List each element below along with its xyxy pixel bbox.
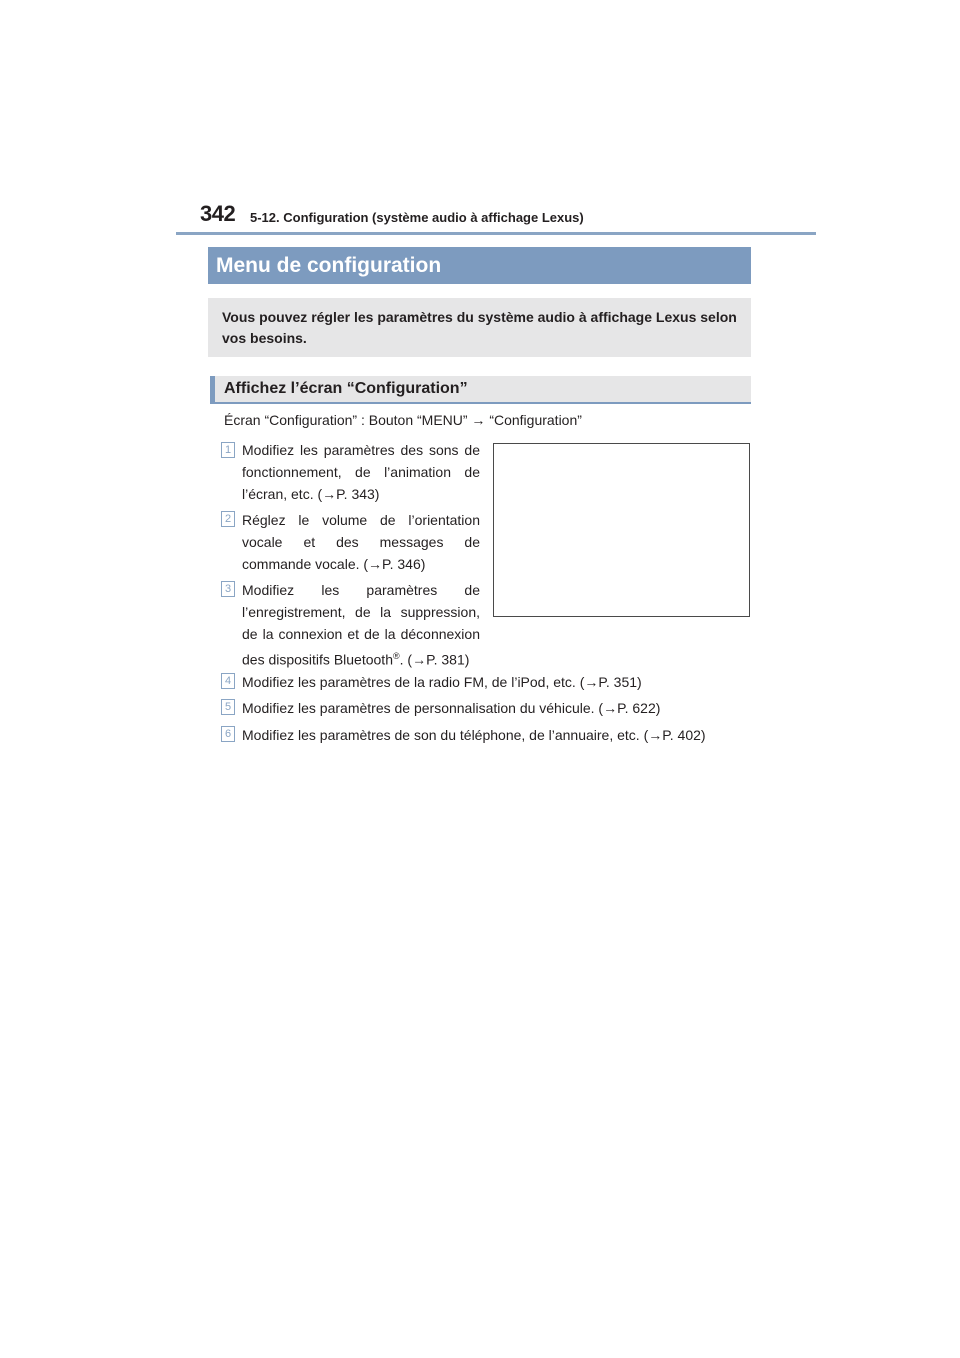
list-item: Modifiez les paramètres des sons de fonctionnement, de l’animation de l’écran, etc. (→P. 343) [242,442,480,502]
item-number-badge: 4 [221,673,235,689]
list-item [242,579,480,671]
section-title: Menu de configuration [216,253,442,277]
screen-illustration [493,443,750,617]
list-item: Modifiez les paramètres de personnalisation du véhicule. (→P. 622) [242,700,661,716]
list-item: Modifiez les paramètres de son du téléphone, de l’annuaire, etc. (→P. 402) [242,727,706,743]
item-number-badge: 6 [221,726,235,742]
list-item-text: Modifiez les paramètres de l’enregistrement, de la suppression, de la connexion et de la déconnexion des dispositifs Bluetooth [242,582,480,668]
navigation-path: Écran “Configuration” : Bouton “MENU” → “Configuration” [224,412,582,428]
running-header: 5-12. Configuration (système audio à affichage Lexus) [250,210,584,225]
item-number-badge: 1 [221,442,235,458]
header-rule [176,232,816,235]
item-number-badge: 3 [221,581,235,597]
item-number-badge: 5 [221,699,235,715]
intro-box: Vous pouvez régler les paramètres du système audio à affichage Lexus selon vos besoins. [208,298,751,357]
item-number-badge: 2 [221,511,235,527]
section-title-bar [208,247,751,284]
list-item: Réglez le volume de l’orientation vocale et des messages de commande vocale. (→P. 346) [242,512,480,572]
list-item-ref: . (→P. 381) [399,651,470,668]
page-number: 342 [200,201,236,226]
list-item: Modifiez les paramètres de la radio FM, de l’iPod, etc. (→P. 351) [242,674,642,690]
subheading: Affichez l’écran “Configuration” [210,376,751,404]
registered-mark: ® [392,651,400,661]
